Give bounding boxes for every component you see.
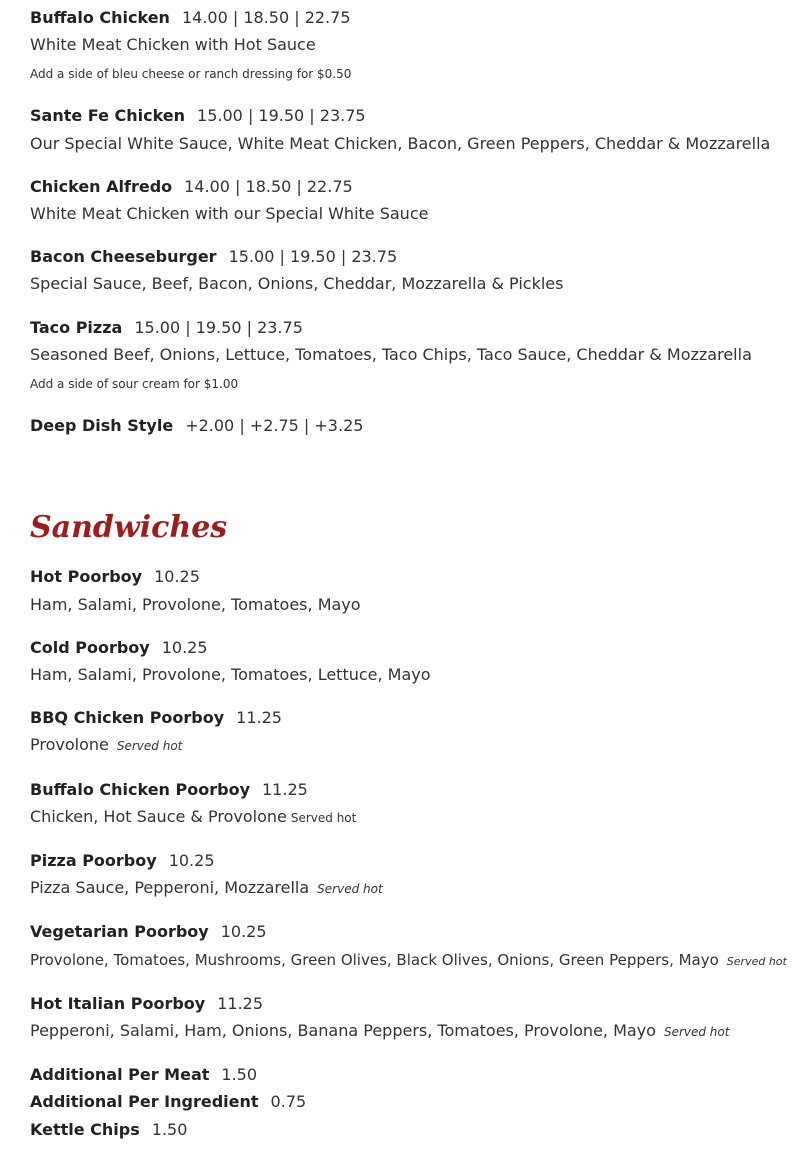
item-description: Ham, Salami, Provolone, Tomatoes, Lettuce, Mayo [30, 665, 431, 684]
menu-item-title [30, 106, 366, 126]
item-description-text: Pizza Sauce, Pepperoni, Mozzarella [30, 878, 310, 897]
item-description: Special Sauce, Beef, Bacon, Onions, Cheddar, Mozzarella & Pickles [30, 274, 564, 293]
menu-item-title [30, 638, 208, 658]
item-description [30, 807, 356, 828]
item-name: Hot Italian Poorboy [30, 994, 206, 1013]
section-title-sandwiches: Sandwiches [30, 510, 228, 545]
item-name: Pizza Poorboy [30, 851, 157, 870]
item-description: White Meat Chicken with Hot Sauce [30, 35, 316, 54]
item-name: Buffalo Chicken [30, 8, 170, 27]
item-note: Add a side of bleu cheese or ranch dressing for $0.50 [30, 67, 352, 81]
item-name: Vegetarian Poorboy [30, 922, 209, 941]
item-description [30, 1021, 729, 1042]
item-name: Buffalo Chicken Poorboy [30, 780, 250, 799]
item-description [30, 950, 787, 972]
item-name: Kettle Chips [30, 1120, 140, 1139]
item-price: 0.75 [270, 1092, 307, 1111]
item-name: Chicken Alfredo [30, 177, 173, 196]
served-hot-tag: Served hot [116, 739, 183, 753]
menu-item-title [30, 177, 353, 197]
menu-item-title [30, 994, 263, 1014]
extra-item [30, 1092, 306, 1112]
item-price: +2.00 | +2.75 | +3.25 [185, 416, 364, 435]
item-price: 10.25 [161, 638, 208, 657]
item-name: Sante Fe Chicken [30, 106, 186, 125]
menu-item-title [30, 318, 303, 338]
menu-item-title [30, 922, 267, 942]
item-description: Our Special White Sauce, White Meat Chicken, Bacon, Green Peppers, Cheddar & Mozzarella [30, 134, 771, 153]
menu-item-title [30, 247, 397, 267]
item-price: 15.00 | 19.50 | 23.75 [197, 106, 366, 125]
menu-item-title [30, 708, 282, 728]
item-name: Additional Per Ingredient [30, 1092, 259, 1111]
item-description: Ham, Salami, Provolone, Tomatoes, Mayo [30, 595, 361, 614]
served-hot-tag: Served hot [317, 882, 383, 896]
extra-item [30, 1120, 187, 1140]
item-price: 14.00 | 18.50 | 22.75 [181, 8, 351, 27]
item-price: 15.00 | 19.50 | 23.75 [134, 318, 303, 337]
served-hot-tag: Served hot [290, 811, 357, 825]
item-price: 1.50 [221, 1065, 258, 1084]
menu-item-title [30, 416, 363, 436]
item-name: Deep Dish Style [30, 416, 174, 435]
item-description: Seasoned Beef, Onions, Lettuce, Tomatoes, Taco Chips, Taco Sauce, Cheddar & Mozzarella [30, 345, 752, 364]
item-name: Hot Poorboy [30, 567, 143, 586]
item-description-text: Provolone [30, 735, 109, 754]
item-price: 15.00 | 19.50 | 23.75 [228, 247, 398, 266]
served-hot-tag: Served hot [663, 1025, 730, 1039]
item-name: Taco Pizza [30, 318, 123, 337]
item-price: 11.25 [262, 780, 308, 799]
item-description-text: Pepperoni, Salami, Ham, Onions, Banana Peppers, Tomatoes, Provolone, Mayo [30, 1021, 656, 1040]
item-price: 11.25 [217, 994, 264, 1013]
extra-item [30, 1065, 257, 1085]
item-name: Bacon Cheeseburger [30, 247, 217, 266]
item-description-text: Provolone, Tomatoes, Mushrooms, Green Olives, Black Olives, Onions, Green Peppers, Mayo [30, 951, 719, 969]
item-description [30, 878, 383, 899]
item-name: Additional Per Meat [30, 1065, 210, 1084]
item-description-text: Chicken, Hot Sauce & Provolone [30, 807, 287, 826]
item-description [30, 735, 182, 756]
item-description: White Meat Chicken with our Special White Sauce [30, 204, 429, 223]
menu-item-title [30, 780, 308, 800]
menu-item-title [30, 567, 200, 587]
item-price: 10.25 [154, 567, 200, 586]
menu-item-title [30, 851, 215, 871]
item-name: BBQ Chicken Poorboy [30, 708, 225, 727]
served-hot-tag: Served hot [726, 955, 787, 968]
item-price: 11.25 [236, 708, 282, 727]
item-price: 10.25 [220, 922, 267, 941]
item-price: 10.25 [168, 851, 215, 870]
item-price: 14.00 | 18.50 | 22.75 [184, 177, 353, 196]
item-price: 1.50 [151, 1120, 188, 1139]
item-note: Add a side of sour cream for $1.00 [30, 377, 239, 391]
item-name: Cold Poorboy [30, 638, 150, 657]
menu-item-title [30, 8, 351, 28]
